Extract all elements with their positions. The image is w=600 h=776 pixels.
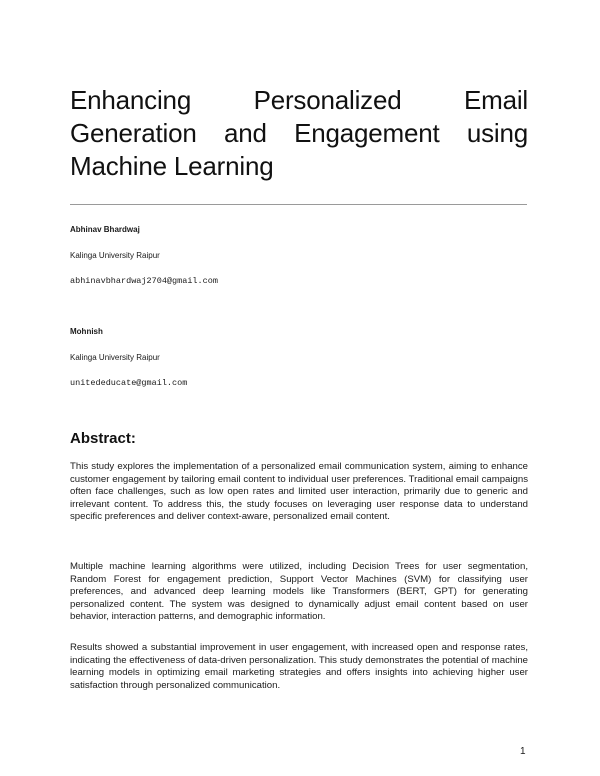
title-divider xyxy=(70,204,527,205)
author-affiliation: Kalinga University Raipur xyxy=(70,251,160,260)
paper-title: Enhancing Personalized Email Generation and Engagement using Machine Learning xyxy=(70,85,528,181)
abstract-heading: Abstract: xyxy=(70,430,136,447)
abstract-paragraph: Multiple machine learning algorithms were utilized, including Decision Trees for user segmentation, Random Forest for engagement prediction, Support Vector Machines (SVM) for classifying user preferences, and advanced deep learning models like Transformers (BERT, GPT) for generating personalized content. The system was designed to dynamically adjust email content based on user behavior, interaction patterns, and demographic information. xyxy=(70,561,528,623)
author-name: Mohnish xyxy=(70,327,103,336)
abstract-paragraph: This study explores the implementation of a personalized email communication system, aiming to enhance customer engagement by tailoring email content to individual user preferences. Traditional email campaigns often face challenges, such as low open rates and limited user interaction, primarily due to generic and irrelevant content. To address this, the study focuses on leveraging user response data to understand specific preferences and deliver context-aware, personalized email content. xyxy=(70,461,528,523)
author-email: abhinavbhardwaj2704@gmail.com xyxy=(70,276,218,286)
author-name: Abhinav Bhardwaj xyxy=(70,225,140,234)
author-affiliation: Kalinga University Raipur xyxy=(70,353,160,362)
author-email: unitededucate@gmail.com xyxy=(70,378,188,388)
page-number: 1 xyxy=(520,746,526,757)
abstract-paragraph: Results showed a substantial improvement in user engagement, with increased open and response rates, indicating the effectiveness of data-driven personalization. This study demonstrates the potential of machine learning models in optimizing email marketing strategies and offers insights into achieving higher user satisfaction through personalized communication. xyxy=(70,642,528,691)
